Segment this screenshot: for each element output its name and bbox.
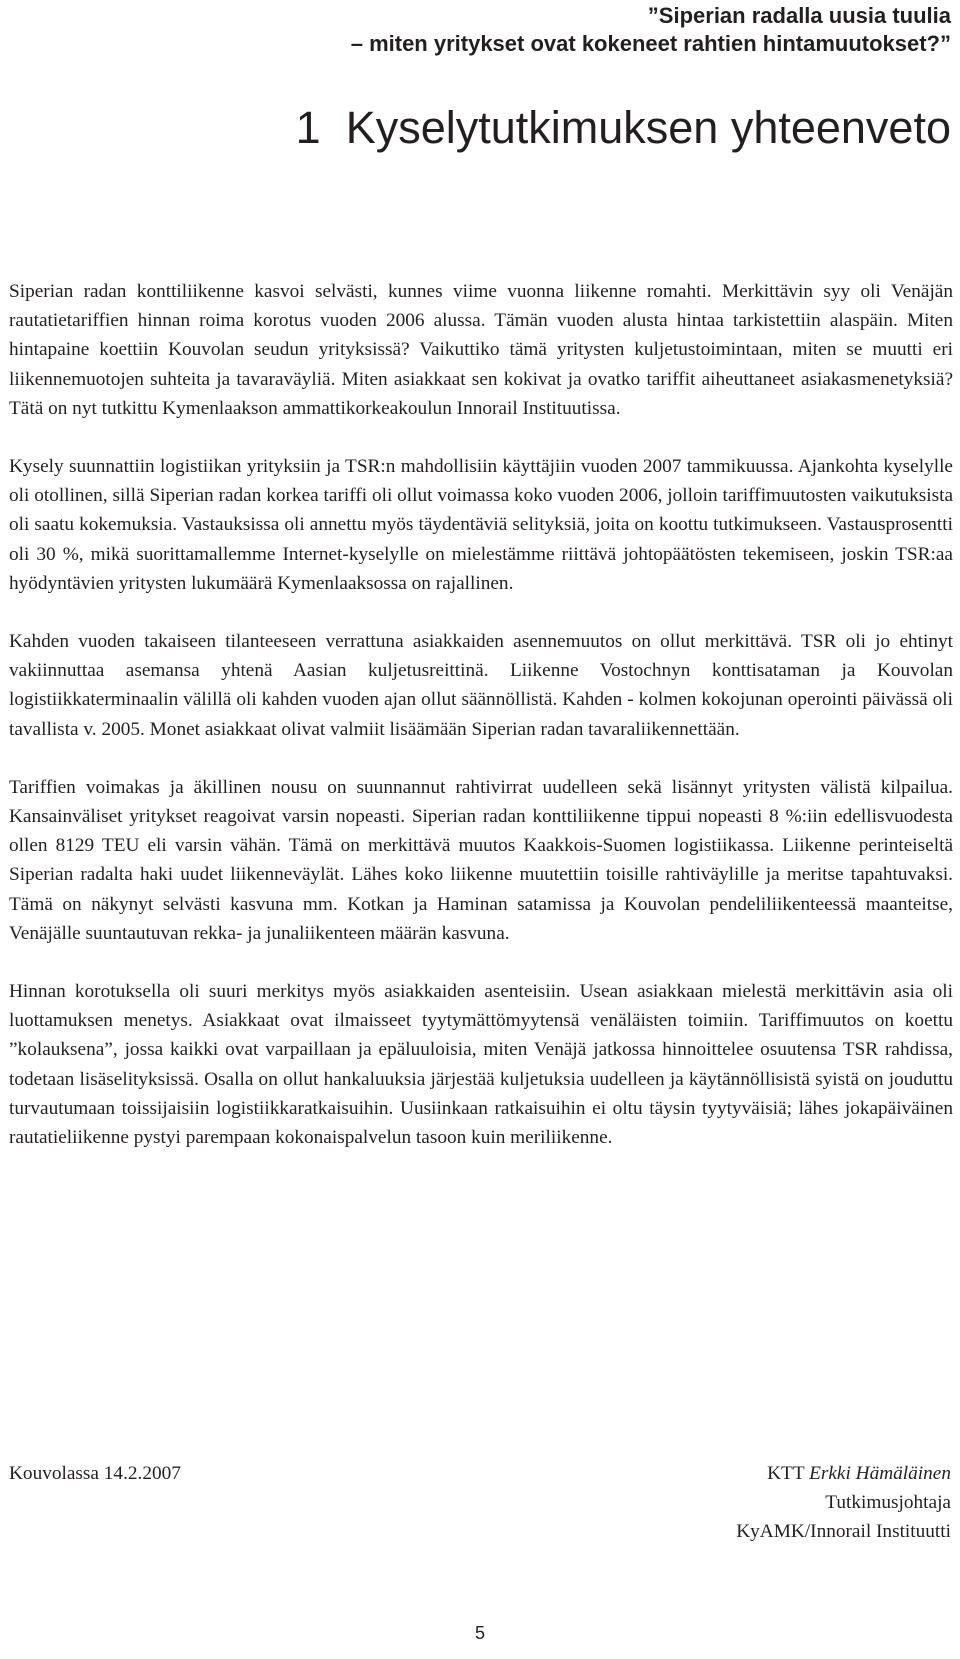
paragraph-4: Tariffien voimakas ja äkillinen nousu on suunnannut rahtivirrat uudelleen sekä lisännyt yritysten välistä kilpailua. Kansainväliset yritykset reagoivat varsin nopeasti. Siperian radan konttiliikenne tippui nopeasti 8 %:iin edellisvuodesta ollen 8129 TEU eli varsin vähän. Tämä on merkittävä muutos Kaakkois-Suomen logistiikassa. Liikenne perinteiseltä Siperian radalta haki uudet liikenneväylät. Lähes koko liikenne muutettiin toisille rahtiväylille ja meritse tapahtuvaksi. Tämä on näkynyt selvästi kasvuna mm. Kotkan ja Haminan satamissa ja Kouvolan pendeliliikenteessä maanteitse, Venäjälle suuntautuvan rekka- ja junaliikenteen määrän kasvuna. [9, 776, 953, 944]
running-header-line-2: – miten yritykset ovat kokeneet rahtien hintamuutokset?” [350, 31, 951, 56]
page-number: 5 [474, 1623, 485, 1643]
signature-name: Erkki Hämäläinen [809, 1463, 951, 1484]
chapter-title-text: Kyselytutkimuksen yhteenveto [345, 102, 951, 153]
paragraph-1: Siperian radan konttiliikenne kasvoi selvästi, kunnes viime vuonna liikenne romahti. Merkittävin syy oli Venäjän rautatietariffien hinnan roima korotus vuoden 2006 alussa. Tämän vuoden alusta hintaa tarkistettiin alaspäin. Miten hintapaine koettiin Kouvolan seudun yrityksissä? Vaikuttiko tämä yritysten kuljetustoimintaan, miten se muutti eri liikennemuotojen suhteita ja tavaraväyliä. Miten asiakkaat sen kokivat ja ovatko tariffit aiheuttaneet asiakasmenetyksiä? Tätä on nyt tutkittu Kymenlaakson ammattikorkeakoulun Innorail Instituutissa. [9, 281, 953, 419]
signature-title-prefix: KTT [767, 1463, 805, 1484]
signature-place-date: Kouvolassa 14.2.2007 [9, 1463, 181, 1484]
running-header-line-1: ”Siperian radalla uusia tuulia [647, 3, 951, 28]
signature-name-line [736, 1459, 951, 1488]
paragraph-5: Hinnan korotuksella oli suuri merkitys myös asiakkaiden asenteisiin. Usean asiakkaan mielestä merkittävin asia oli luottamuksen menetys. Asiakkaat ovat ilmaisseet tyytymättömyytensä venäläisten toimiin. Tariffimuutos on koettu ”kolauksena”, jossa kaikki ovat varpaillaan ja epäluuloisia, miten Venäjä jatkossa hinnoittelee osuutensa TSR rahdissa, todetaan lisäselityksissä. Osalla on ollut hankaluuksia järjestää kuljetuksia uudelleen ja käytännöllisistä syistä on jouduttu turvautumaan toissijaisiin logistiikkaratkaisuihin. Uusiinkaan ratkaisuihin ei oltu täysin tyytyväisiä; lähes jokapäiväinen rautatieliikenne pystyi parempaan kokonaispalvelun tasoon kuin meriliikenne. [9, 981, 953, 1149]
paragraph-3: Kahden vuoden takaiseen tilanteeseen verrattuna asiakkaiden asennemuutos on ollut merkittävä. TSR oli jo ehtinyt vakiinnuttaa asemansa yhtenä Aasian kuljetusreittinä. Liikenne Vostochnyn konttisataman ja Kouvolan logistiikkaterminaalin välillä oli kahden vuoden ajan ollut säännöllistä. Kahden - kolmen kokojunan operointi päivässä oli tavallista v. 2005. Monet asiakkaat olivat valmiit lisäämään Siperian radan tavaraliikennettään. [9, 631, 953, 740]
running-header [151, 2, 951, 58]
signature-author [736, 1459, 951, 1547]
chapter-number: 1 [295, 102, 321, 153]
chapter-title-gap [321, 102, 346, 153]
signature-role: Tutkimusjohtaja [825, 1492, 951, 1514]
signature-organization: KyAMK/Innorail Instituutti [736, 1521, 951, 1543]
chapter-title [51, 98, 951, 158]
paragraph-2: Kysely suunnattiin logistiikan yrityksiin ja TSR:n mahdollisiin käyttäjiin vuoden 2007 tammikuussa. Ajankohta kyselylle oli otollinen, sillä Siperian radan korkea tariffi oli ollut voimassa koko vuoden 2006, jolloin tariffimuutosten vaikutuksista oli saatu kokemuksia. Vastauksissa oli annettu myös täydentäviä selityksiä, joita on koottu tutkimukseen. Vastausprosentti oli 30 %, mikä suorittamallemme Internet-kyselylle on mielestämme riittävä johtopäätösten tekemiseen, joskin TSR:aa hyödyntävien yritysten lukumäärä Kymenlaaksossa on rajallinen. [9, 456, 953, 594]
body-text [9, 277, 953, 1181]
